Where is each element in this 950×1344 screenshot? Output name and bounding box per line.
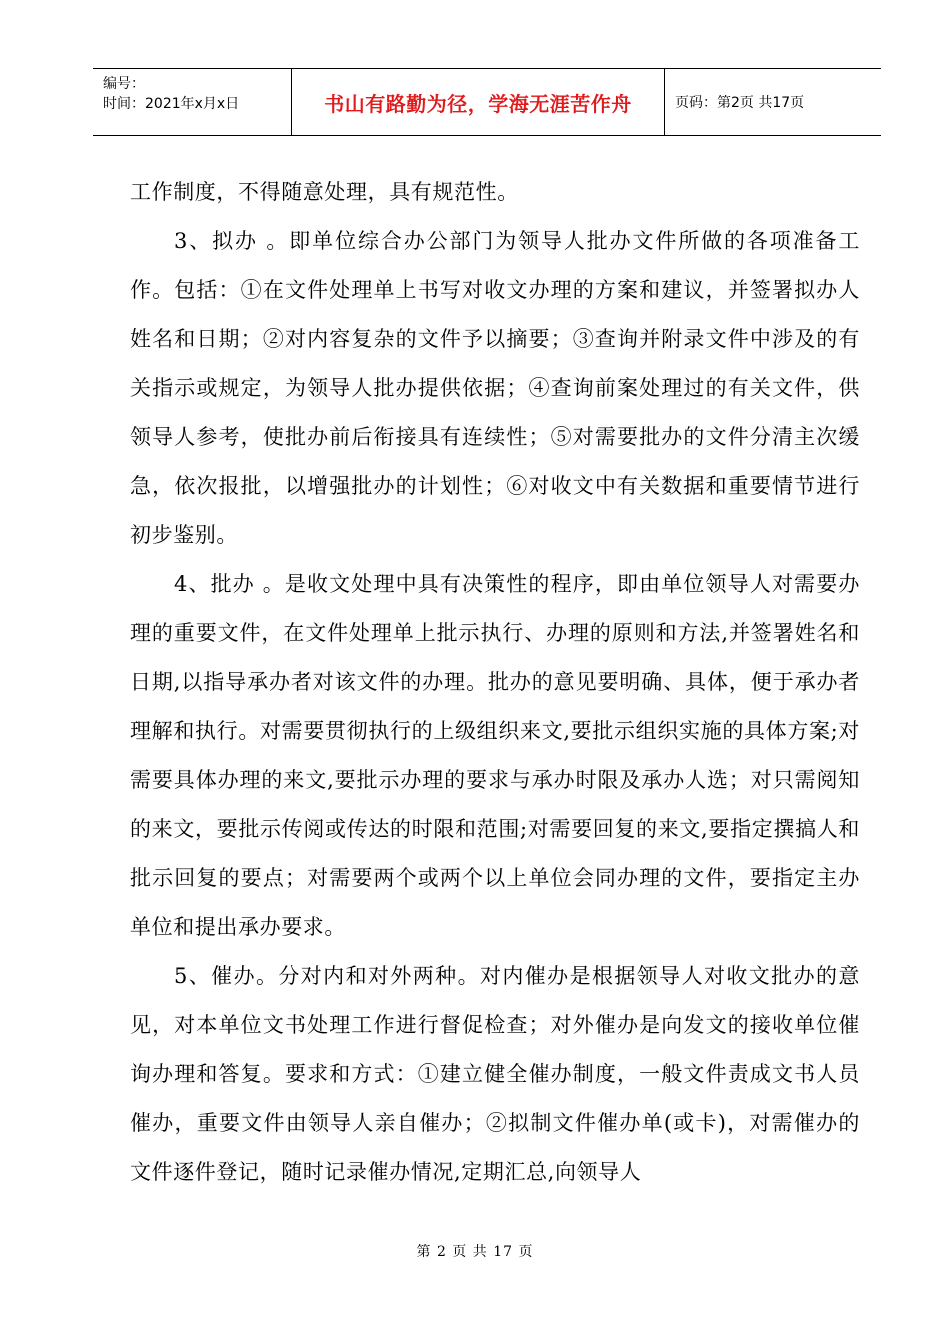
page-footer: 第 2 页 共 17 页 — [416, 1244, 534, 1260]
document-body — [130, 168, 860, 1197]
header-page-code-cell — [665, 69, 881, 135]
paragraph-urging: 5、催办。分对内和对外两种。对内催办是根据领导人对收文批办的意见，对本单位文书处理工作进行督促检查；对外催办是向发文的接收单位催询办理和答复。要求和方式：①建立健全催办制度，一般文件责成文书人员催办，重要文件由领导人亲自催办；②拟制文件催办单(或卡)，对需催办的文件逐件登记，随时记录催办情况,定期汇总,向领导人 — [130, 964, 860, 1184]
header-motto: 书山有路勤为径，学海无涯苦作舟 — [324, 91, 632, 116]
header-meta — [93, 69, 292, 135]
paragraph-continuation: 工作制度，不得随意处理，具有规范性。 — [130, 180, 519, 204]
paragraph-approval: 4、批办 。是收文处理中具有决策性的程序，即由单位领导人对需要办理的重要文件，在文件处理单上批示执行、办理的原则和方法,并签署姓名和日期,以指导承办者对该文件的办理。批办的意见要明确、具体，便于承办者理解和执行。对需要贯彻执行的上级组织来文,要批示组织实施的具体方案;对需要具体办理的来文,要批示办理的要求与承办时限及承办人选；对只需阅知的来文，要批示传阅或传达的时限和范围;对需要回复的来文,要指定撰搞人和批示回复的要点；对需要两个或两个以上单位会同办理的文件，要指定主办单位和提出承办要求。 — [130, 572, 860, 939]
page-code: 页码：第2页 共17页 — [675, 95, 805, 111]
number-label: 编号： — [103, 76, 145, 92]
paragraph-drafting: 3、拟办 。即单位综合办公部门为领导人批办文件所做的各项准备工作。包括：①在文件处理单上书写对收文办理的方案和建议，并签署拟办人姓名和日期；②对内容复杂的文件予以摘要；③查询并附录文件中涉及的有关指示或规定，为领导人批办提供依据；④查询前案处理过的有关文件，供领导人参考，使批办前后衔接具有连续性；⑤对需要批办的文件分清主次缓急，依次报批，以增强批办的计划性；⑥对收文中有关数据和重要情节进行初步鉴别。 — [130, 229, 860, 547]
header-motto-cell — [292, 69, 665, 135]
document-header — [93, 68, 881, 136]
time-label: 时间：2021年x月x日 — [103, 96, 240, 112]
